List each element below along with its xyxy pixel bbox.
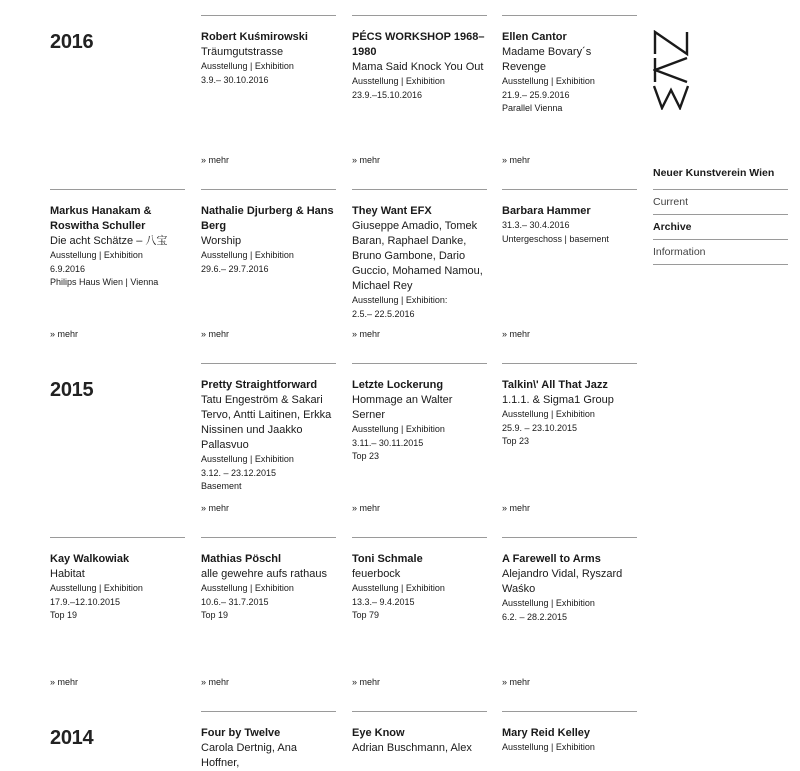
exhibition-artists: Habitat [50,568,85,580]
exhibition-card-content [502,16,637,116]
exhibition-card-content [502,538,637,624]
org-name: Neuer Kunstverein Wien [653,167,775,179]
exhibition-artists: Giuseppe Amadio, Tomek Baran, Raphael Danke, Bruno Gambone, Dario Guccio, Mohamed Namou, Michael Rey [352,220,483,292]
exhibition-meta: 13.3.– 9.4.2015 [352,596,415,607]
exhibition-card-content [201,16,336,87]
exhibition-artists: Hommage an Walter Serner [352,394,453,421]
exhibition-card-content [50,190,185,290]
more-link[interactable]: » mehr [352,329,381,339]
exhibition-title[interactable]: Robert Kuśmirowski [201,31,308,43]
exhibition-card [352,15,487,102]
exhibition-card-content [352,712,487,756]
exhibition-card [201,363,336,494]
more-link[interactable]: » mehr [352,677,381,687]
exhibition-artists: alle gewehre aufs rathaus [201,568,327,580]
exhibition-meta: Ausstellung | Exhibition [201,454,294,464]
exhibition-meta: Ausstellung | Exhibition [50,583,143,593]
nav-item-current[interactable]: Current [653,189,788,214]
exhibition-title[interactable]: Kay Walkowiak [50,553,130,565]
exhibition-meta: 6.2. – 28.2.2015 [502,611,568,622]
exhibition-meta: 21.9.– 25.9.2016 [502,89,570,100]
exhibition-title[interactable]: Eye Know [352,727,405,739]
sidebar-nav [653,189,788,265]
more-link[interactable]: » mehr [352,155,381,165]
more-link[interactable]: » mehr [50,677,79,687]
exhibition-card [352,189,487,321]
exhibition-title[interactable]: Markus Hanakam & Roswitha Schuller [50,205,152,232]
more-link[interactable]: » mehr [201,677,230,687]
exhibition-card-content [352,364,487,464]
exhibition-title[interactable]: A Farewell to Arms [502,553,601,565]
exhibition-artists: Alejandro Vidal, Ryszard Waśko [502,568,623,595]
exhibition-card [201,711,336,771]
nav-item-information[interactable]: Information [653,239,788,265]
more-link[interactable]: » mehr [50,329,79,339]
exhibition-title[interactable]: Toni Schmale [352,553,423,565]
exhibition-title[interactable]: Four by Twelve [201,727,281,739]
more-link[interactable]: » mehr [201,155,230,165]
exhibition-meta: Ausstellung | Exhibition [201,250,294,260]
exhibition-card [502,711,637,755]
exhibition-meta: Philips Haus Wien | Vienna [50,277,159,287]
exhibition-meta: Untergeschoss | basement [502,233,609,244]
exhibition-meta: Top 79 [352,610,380,620]
exhibition-meta: Ausstellung | Exhibition [502,598,595,608]
exhibition-meta: Ausstellung | Exhibition [352,76,445,86]
exhibition-meta: 10.6.– 31.7.2015 [201,596,269,607]
exhibition-title[interactable]: Ellen Cantor [502,31,567,43]
exhibition-card [502,15,637,116]
more-link[interactable]: » mehr [201,503,230,513]
more-link[interactable]: » mehr [502,155,531,165]
exhibition-title[interactable]: Talkin\' All That Jazz [502,379,608,391]
exhibition-meta: Top 23 [502,436,530,446]
more-link[interactable]: » mehr [502,503,531,513]
exhibition-meta: Top 23 [352,451,380,461]
exhibition-card [352,363,487,464]
exhibition-card [201,537,336,623]
year-heading-2016: 2016 [50,31,94,53]
exhibition-meta: Basement [201,481,242,491]
exhibition-artists: feuerbock [352,568,401,580]
exhibition-artists: Die acht Schätze – 八宝 [50,235,168,247]
exhibition-card-content [352,190,487,321]
exhibition-meta: Ausstellung | Exhibition: [352,295,448,305]
exhibition-card [502,537,637,624]
exhibition-card [352,711,487,756]
exhibition-meta: Ausstellung | Exhibition [502,409,595,419]
more-link[interactable]: » mehr [502,677,531,687]
nkw-logo[interactable] [653,30,689,110]
exhibition-title[interactable]: Pretty Straightforward [201,379,318,391]
exhibition-card [352,537,487,623]
exhibition-meta: Ausstellung | Exhibition [502,742,595,752]
exhibition-artists: Madame Bovary´s Revenge [502,46,592,73]
more-link[interactable]: » mehr [502,329,531,339]
more-link[interactable]: » mehr [201,329,230,339]
exhibition-card [201,189,336,276]
exhibition-meta: 31.3.– 30.4.2016 [502,220,570,230]
exhibition-card-content [502,190,637,246]
exhibition-artists: Träumgutstrasse [201,46,284,58]
exhibition-meta: Ausstellung | Exhibition [352,583,445,593]
exhibition-meta: 17.9.–12.10.2015 [50,596,121,607]
exhibition-meta: 2.5.– 22.5.2016 [352,308,415,319]
exhibition-title[interactable]: Letzte Lockerung [352,379,444,391]
exhibition-meta: 29.6.– 29.7.2016 [201,263,269,274]
exhibition-card-content [50,538,185,623]
exhibition-artists: Worship [201,235,242,247]
exhibition-card-content [201,364,336,494]
exhibition-artists: Adrian Buschmann, Alex [352,742,472,754]
exhibition-meta: Top 19 [201,610,229,620]
exhibition-artists: Tatu Engeström & Sakari Tervo, Antti Laitinen, Erkka Nissinen und Jaakko Pallasvuo [201,394,332,451]
exhibition-meta: Ausstellung | Exhibition [352,424,445,434]
year-heading-2015: 2015 [50,379,94,401]
exhibition-artists: Carola Dertnig, Ana Hoffner, [201,742,297,769]
exhibition-title[interactable]: Mathias Pöschl [201,553,282,565]
exhibition-title[interactable]: Mary Reid Kelley [502,727,591,739]
exhibition-card-content [352,16,487,102]
exhibition-meta: 3.11.– 30.11.2015 [352,437,424,448]
exhibition-meta: Ausstellung | Exhibition [201,583,294,593]
exhibition-card-content [201,190,336,276]
exhibition-meta: Parallel Vienna [502,103,563,113]
exhibition-meta: 3.12. – 23.12.2015 [201,467,277,478]
exhibition-card [502,363,637,449]
exhibition-card-content [502,364,637,449]
more-link[interactable]: » mehr [352,503,381,513]
exhibition-card [201,15,336,87]
exhibition-card [50,537,185,623]
exhibition-title[interactable]: Barbara Hammer [502,205,591,217]
exhibition-meta: 25.9. – 23.10.2015 [502,422,578,433]
exhibition-card [502,189,637,246]
exhibition-artists: 1.1.1. & Sigma1 Group [502,394,614,406]
exhibition-meta: Ausstellung | Exhibition [50,250,143,260]
exhibition-card-content [201,538,336,623]
exhibition-card-content [352,538,487,623]
exhibition-meta: 23.9.–15.10.2016 [352,89,423,100]
exhibition-title[interactable]: They Want EFX [352,205,432,217]
nav-item-archive[interactable]: Archive [653,214,788,239]
exhibition-title[interactable]: PÉCS WORKSHOP 1968–1980 [352,31,485,58]
exhibition-card-content [502,712,637,755]
year-heading-2014: 2014 [50,727,94,749]
exhibition-meta: Top 19 [50,610,78,620]
exhibition-title[interactable]: Nathalie Djurberg & Hans Berg [201,205,334,232]
exhibition-meta: 3.9.– 30.10.2016 [201,74,269,85]
exhibition-meta: Ausstellung | Exhibition [502,76,595,86]
exhibition-artists: Mama Said Knock You Out [352,61,484,73]
exhibition-card [50,189,185,290]
exhibition-card-content [201,712,336,771]
exhibition-meta: Ausstellung | Exhibition [201,61,294,71]
exhibition-meta: 6.9.2016 [50,263,86,274]
